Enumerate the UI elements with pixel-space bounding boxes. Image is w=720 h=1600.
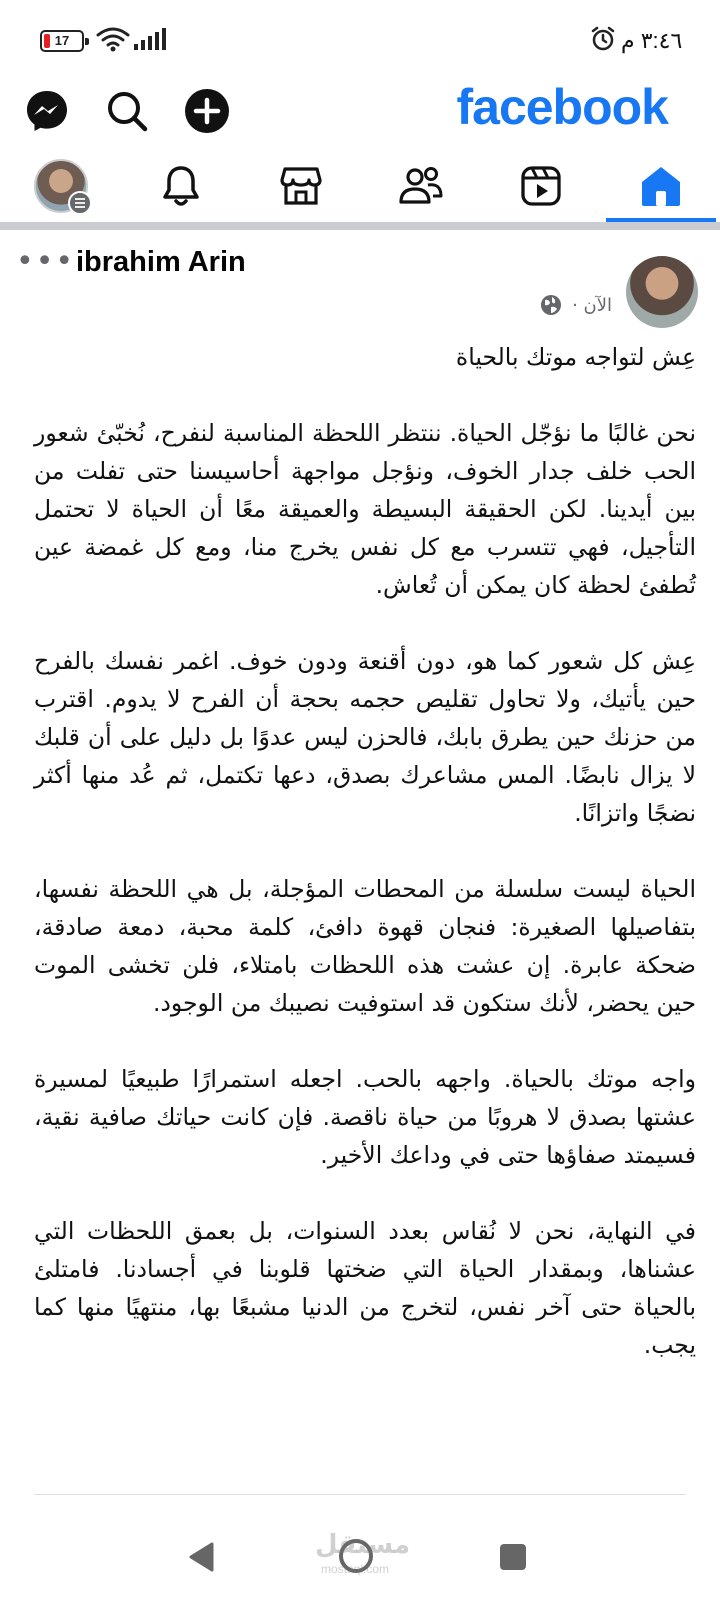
search-icon (106, 90, 148, 132)
watermark-sub: mostaql.com (321, 1562, 390, 1576)
avatar (34, 159, 88, 213)
messenger-button[interactable] (20, 84, 74, 138)
friends-icon (398, 164, 444, 208)
battery-level: 17 (54, 33, 70, 48)
globe-icon (540, 294, 562, 316)
post-header (0, 236, 720, 336)
top-bar (0, 80, 720, 150)
facebook-logo[interactable]: facebook (456, 79, 668, 135)
post-paragraph: في النهاية، نحن لا نُقاس بعدد السنوات، بل بعمق اللحظات التي عشناها، وبمقدار الحياة التي ضختها قلوبنا في أجسادنا. فامتلئ بالحياة حتى آخر نفس، لتخرج من الدنيا مشبعًا بها، منتهيًا منها كما يجب. (34, 1217, 696, 1359)
menu-badge-icon (68, 191, 92, 215)
post-paragraph: عِش كل شعور كما هو، دون أقنعة ودون خوف. اغمر نفسك بالفرح حين يأتيك، ولا تحاول تقليص حجمه بحجة أن الفرح لا يدوم. اقترب من حزنك حين يطرق بابك، فالحزن ليس عدوًا بل دليل على أن قلبك لا يزال نابضًا. المس مشاعرك بصدق، دعها تكتمل، ثم عُد منها أكثر نضجًا واتزانًا. (34, 647, 696, 827)
back-icon[interactable] (188, 1542, 214, 1572)
bell-icon (160, 164, 202, 208)
plus-icon (184, 88, 230, 134)
tab-marketplace[interactable] (246, 150, 356, 222)
post-divider (34, 1494, 686, 1495)
section-divider (0, 222, 720, 230)
post-paragraph: نحن غالبًا ما نؤجّل الحياة. ننتظر اللحظة المناسبة لنفرح، نُخبّئ شعور الحب خلف جدار الخوف، ونؤجل مواجهة أحاسيسنا حتى تفلت من بين أيدينا. لكن الحقيقة البسيطة والعميقة معًا أن الحياة لا تحتمل التأجيل، فهي تتسرب مع كل نفس يخرج منا، ومع كل غمضة عين تُطفئ لحظة كان يمكن أن تُعاش. (34, 419, 696, 599)
watermark: مستقل (315, 1530, 411, 1560)
post-author-avatar[interactable] (626, 256, 698, 328)
system-navigation-bar (0, 1500, 720, 1600)
battery-icon (40, 30, 84, 52)
search-button[interactable] (100, 84, 154, 138)
post-paragraph: واجه موتك بالحياة. واجهه بالحب. اجعله استمرارًا طبيعيًا لمسيرة عشتها بصدق لا هروبًا من حياة ناقصة. فإن كانت حياتك صافية نقية، فسيمتد صفاؤها حتى في وداعك الأخير. (34, 1065, 696, 1169)
tab-notifications[interactable] (126, 150, 236, 222)
post-title: عِش لتواجه موتك بالحياة (455, 343, 696, 371)
tab-video[interactable] (486, 150, 596, 222)
home-icon (639, 164, 683, 208)
more-options-button[interactable]: ••• (16, 244, 76, 279)
tab-profile[interactable] (6, 150, 116, 222)
marketplace-icon (279, 164, 323, 208)
post-meta (540, 294, 612, 316)
status-time: ٣:٤٦ م (621, 28, 683, 53)
tab-friends[interactable] (366, 150, 476, 222)
recent-apps-icon[interactable] (500, 1544, 526, 1570)
status-bar (0, 0, 720, 80)
signal-icon (134, 28, 166, 50)
create-button[interactable] (180, 84, 234, 138)
post-author[interactable]: ibrahim Arin (76, 246, 246, 278)
wifi-icon (96, 26, 130, 52)
post-paragraph: الحياة ليست سلسلة من المحطات المؤجلة، بل هي اللحظة نفسها، بتفاصيلها الصغيرة: فنجان قهوة دافئ، كلمة محبة، دمعة صادقة، ضحكة عابرة. إن عشت هذه اللحظات بامتلاء، فلن تخشى الموت حين يحضر، لأنك ستكون قد استوفيت نصيبك من الوجود. (34, 875, 696, 1017)
tab-home[interactable] (606, 150, 716, 222)
post-body (34, 338, 696, 1402)
post-time: الآن · (572, 294, 612, 316)
alarm-icon (590, 26, 616, 52)
messenger-icon (25, 89, 69, 133)
nav-tabs (0, 150, 720, 222)
video-icon (519, 164, 563, 208)
